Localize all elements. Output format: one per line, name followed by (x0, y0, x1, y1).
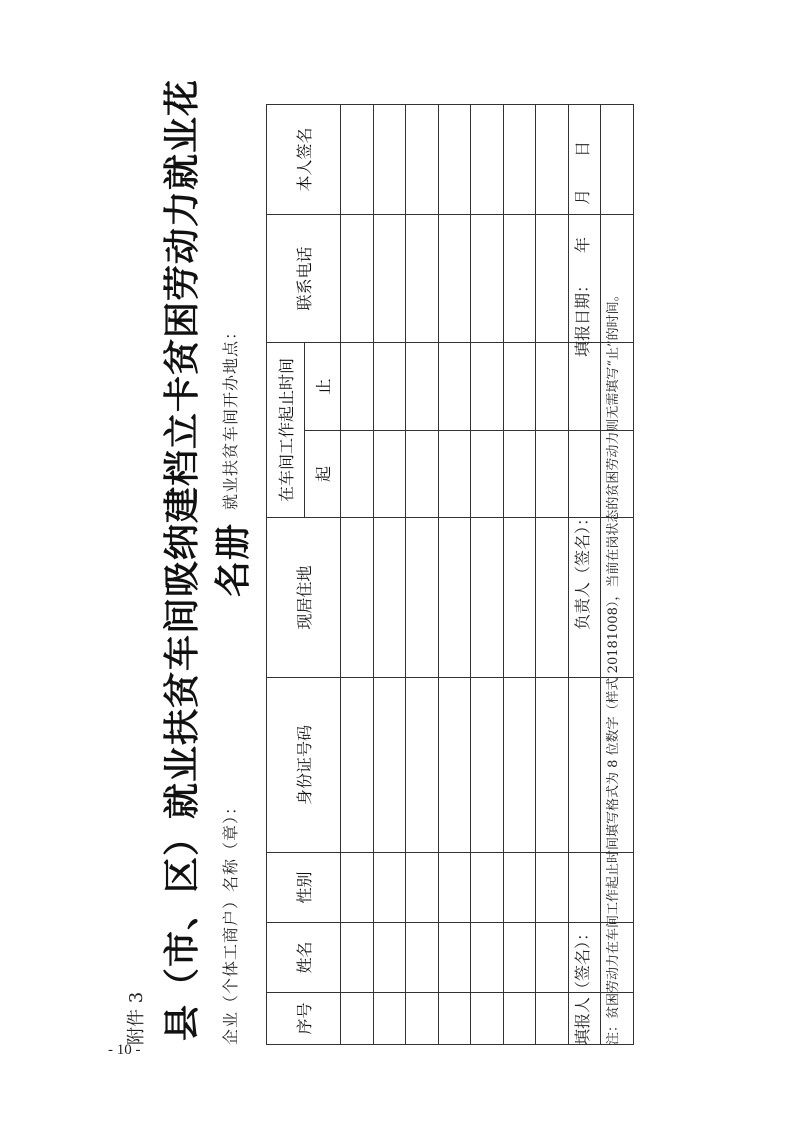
table-cell[interactable] (406, 104, 439, 214)
footnote: 注：贫困劳动力在车间工作起止时间填写格式为 8 位数字（样式 20181008），当前在岗状态的贫困劳动力则无需填写“止”的时间。 (606, 288, 621, 1045)
table-row (503, 104, 536, 1044)
table-cell[interactable] (536, 853, 569, 923)
page-title: 县（市、区）就业扶贫车间吸纳建档立卡贫困劳动力就业花名册 (161, 79, 254, 1042)
table-cell[interactable] (503, 853, 536, 923)
table-cell[interactable] (438, 923, 471, 993)
table-cell[interactable] (503, 678, 536, 853)
table-cell[interactable] (406, 993, 439, 1045)
header-work-period: 在车间工作起止时间 (267, 342, 305, 517)
table-cell[interactable] (438, 342, 471, 430)
table-cell[interactable] (341, 993, 374, 1045)
table-row (471, 104, 504, 1044)
header-address: 现居住地 (267, 518, 341, 678)
header-name: 姓名 (267, 923, 341, 993)
fill-date-label: 填报日期： 年 月 日 (573, 140, 592, 357)
table-cell[interactable] (406, 853, 439, 923)
table-cell[interactable] (438, 853, 471, 923)
table-cell[interactable] (471, 993, 504, 1045)
table-cell[interactable] (406, 431, 439, 518)
header-phone: 联系电话 (267, 214, 341, 342)
table-cell[interactable] (373, 923, 406, 993)
table-cell[interactable] (373, 342, 406, 430)
table-cell[interactable] (536, 678, 569, 853)
table-cell[interactable] (406, 214, 439, 342)
table-row (536, 104, 569, 1044)
company-name-label: 企业（个体工商户）名称（章）： (221, 797, 240, 1045)
reporter-signature-label: 填报人（签名）： (573, 924, 592, 1045)
table-cell[interactable] (568, 678, 601, 853)
table-cell[interactable] (503, 923, 536, 993)
table-cell[interactable] (438, 104, 471, 214)
table-cell[interactable] (568, 431, 601, 518)
table-cell[interactable] (503, 431, 536, 518)
table-cell[interactable] (536, 518, 569, 678)
table-cell[interactable] (406, 923, 439, 993)
table-cell[interactable] (341, 678, 374, 853)
table-cell[interactable] (438, 678, 471, 853)
table-cell[interactable] (503, 104, 536, 214)
header-end: 止 (305, 342, 341, 430)
header-id-number: 身份证号码 (267, 678, 341, 853)
table-cell[interactable] (503, 214, 536, 342)
table-cell[interactable] (373, 853, 406, 923)
table-cell[interactable] (341, 431, 374, 518)
table-cell[interactable] (373, 214, 406, 342)
table-cell[interactable] (503, 993, 536, 1045)
table-cell[interactable] (471, 678, 504, 853)
table-cell[interactable] (341, 853, 374, 923)
table-cell[interactable] (438, 518, 471, 678)
table-cell[interactable] (373, 104, 406, 214)
table-cell[interactable] (471, 853, 504, 923)
table-cell[interactable] (406, 678, 439, 853)
header-seq: 序号 (267, 993, 341, 1045)
table-cell[interactable] (341, 342, 374, 430)
table-cell[interactable] (341, 214, 374, 342)
leader-signature-label: 负责人（签名）： (573, 509, 592, 630)
table-cell[interactable] (471, 518, 504, 678)
table-cell[interactable] (438, 431, 471, 518)
table-cell[interactable] (341, 104, 374, 214)
table-row (373, 104, 406, 1044)
header-gender: 性别 (267, 853, 341, 923)
table-cell[interactable] (536, 342, 569, 430)
table-cell[interactable] (406, 518, 439, 678)
table-cell[interactable] (471, 923, 504, 993)
table-cell[interactable] (536, 431, 569, 518)
table-row (406, 104, 439, 1044)
table-cell[interactable] (406, 342, 439, 430)
table-cell[interactable] (536, 214, 569, 342)
workshop-location-label: 就业扶贫车间开办地点： (221, 322, 240, 510)
roster-sheet (118, 75, 678, 1045)
table-cell[interactable] (438, 993, 471, 1045)
table-cell[interactable] (341, 923, 374, 993)
page-number: - 10 - (108, 1042, 141, 1058)
header-signature: 本人签名 (267, 104, 341, 214)
table-cell[interactable] (471, 104, 504, 214)
table-cell[interactable] (438, 214, 471, 342)
table-cell[interactable] (471, 342, 504, 430)
table-cell[interactable] (471, 431, 504, 518)
table-cell[interactable] (503, 518, 536, 678)
table-cell[interactable] (536, 923, 569, 993)
table-cell[interactable] (373, 431, 406, 518)
table-cell[interactable] (536, 104, 569, 214)
table-cell[interactable] (341, 518, 374, 678)
table-cell[interactable] (373, 678, 406, 853)
table-cell[interactable] (471, 214, 504, 342)
table-cell[interactable] (503, 342, 536, 430)
table-cell[interactable] (568, 853, 601, 923)
header-start: 起 (305, 431, 341, 518)
table-cell[interactable] (373, 993, 406, 1045)
table-cell[interactable] (536, 993, 569, 1045)
table-row (438, 104, 471, 1044)
table-row (341, 104, 374, 1044)
attachment-label: 附件 3 (126, 991, 147, 1045)
table-cell[interactable] (373, 518, 406, 678)
